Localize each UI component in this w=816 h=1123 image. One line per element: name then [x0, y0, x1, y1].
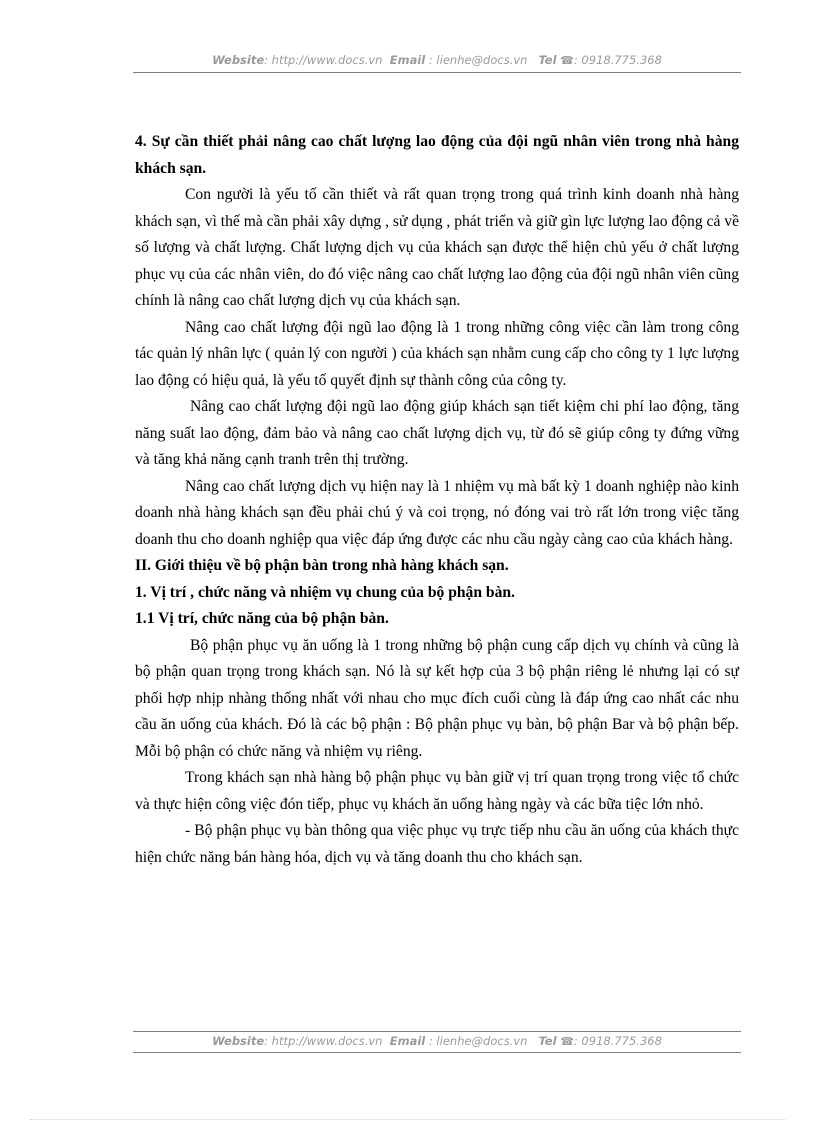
page-header: [133, 53, 741, 67]
telephone-icon: ☎: [560, 54, 574, 67]
section-heading-4: 4. Sự cần thiết phải nâng cao chất lượng lao động của đội ngũ nhân viên trong nhà hàng khách sạn.: [135, 133, 739, 177]
document-body: [135, 129, 739, 871]
footer-website-label: Website: [212, 1034, 265, 1048]
footer-tel-value: : 0918.775.368: [573, 1034, 662, 1048]
header-website-label: Website: [212, 53, 265, 67]
section-heading-1: 1. Vị trí , chức năng và nhiệm vụ chung của bộ phận bàn.: [135, 583, 515, 601]
footer-underline: [133, 1052, 741, 1053]
header-tel-label: Tel: [538, 53, 557, 67]
footer-email-value[interactable]: : lienhe@docs.vn: [428, 1034, 528, 1048]
body-paragraph: Nâng cao chất lượng dịch vụ hiện nay là 1 nhiệm vụ mà bất kỳ 1 doanh nghiệp nào kinh doanh nhà hàng khách sạn đều phải chú ý và coi trọng, nó đóng vai trò rất lớn trong việc tăng doanh thu cho doanh nghiệp qua việc đáp ứng được các nhu cầu ngày càng cao của khách hàng.: [135, 477, 739, 548]
footer-website-value[interactable]: : http://www.docs.vn: [264, 1034, 383, 1048]
header-tel-value: : 0918.775.368: [573, 53, 662, 67]
footer-divider: [133, 1031, 741, 1032]
body-paragraph: - Bộ phận phục vụ bàn thông qua việc phục vụ trực tiếp nhu cầu ăn uống của khách thực hiện chức năng bán hàng hóa, dịch vụ và tăng doanh thu cho khách sạn.: [135, 822, 739, 866]
body-paragraph: Con người là yếu tố cần thiết và rất quan trọng trong quá trình kinh doanh nhà hàng khách sạn, vì thế mà cần phải xây dựng , sử dụng , phát triển và giữ gìn lực lượng lao động cả về số lượng và chất lượng. Chất lượng dịch vụ của khách sạn được thể hiện chủ yếu ở chất lượng phục vụ của các nhân viên, do đó việc nâng cao chất lượng lao động của đội ngũ nhân viên cũng chính là nâng cao chất lượng dịch vụ của khách sạn.: [135, 186, 739, 309]
body-paragraph: Bộ phận phục vụ ăn uống là 1 trong những bộ phận cung cấp dịch vụ chính và cũng là bộ phận quan trọng trong khách sạn. Nó là sự kết hợp của 3 bộ phận riêng lẻ nhưng lại có sự phối hợp nhịp nhàng thống nhất với nhau cho mục đích cuối cùng là đáp ứng cao nhất các nhu cầu ăn uống của khách. Đó là các bộ phận : Bộ phận phục vụ bàn, bộ phận Bar và bộ phận bếp. Mỗi bộ phận có chức năng và nhiệm vụ riêng.: [135, 636, 739, 760]
page-footer: [133, 1034, 741, 1048]
header-divider: [133, 72, 741, 73]
page-edge-dotted-line: [30, 1119, 786, 1120]
header-website-value[interactable]: : http://www.docs.vn: [264, 53, 383, 67]
footer-tel-label: Tel: [538, 1034, 557, 1048]
header-email-value[interactable]: : lienhe@docs.vn: [428, 53, 528, 67]
body-paragraph: Nâng cao chất lượng đội ngũ lao động là 1 trong những công việc cần làm trong công tác quản lý nhân lực ( quản lý con người ) của khách sạn nhằm cung cấp cho công ty 1 lực lượng lao động có hiệu quả, là yếu tố quyết định sự thành công của công ty.: [135, 318, 739, 389]
section-heading-II: II. Giới thiệu về bộ phận bàn trong nhà hàng khách sạn.: [135, 557, 509, 574]
telephone-icon: ☎: [560, 1035, 574, 1048]
body-paragraph: Trong khách sạn nhà hàng bộ phận phục vụ bàn giữ vị trí quan trọng trong việc tổ chức và thực hiện công việc đón tiếp, phục vụ khách ăn uống hàng ngày và các bữa tiệc lớn nhỏ.: [135, 769, 739, 813]
section-heading-1-1: 1.1 Vị trí, chức năng của bộ phận bàn.: [135, 610, 389, 627]
body-paragraph: Nâng cao chất lượng đội ngũ lao động giúp khách sạn tiết kiệm chi phí lao động, tăng năng suất lao động, đảm bảo và nâng cao chất lượng dịch vụ, từ đó sẽ giúp công ty đứng vững và tăng khả năng cạnh tranh trên thị trường.: [135, 398, 739, 468]
header-email-label: Email: [389, 53, 426, 67]
footer-email-label: Email: [389, 1034, 426, 1048]
